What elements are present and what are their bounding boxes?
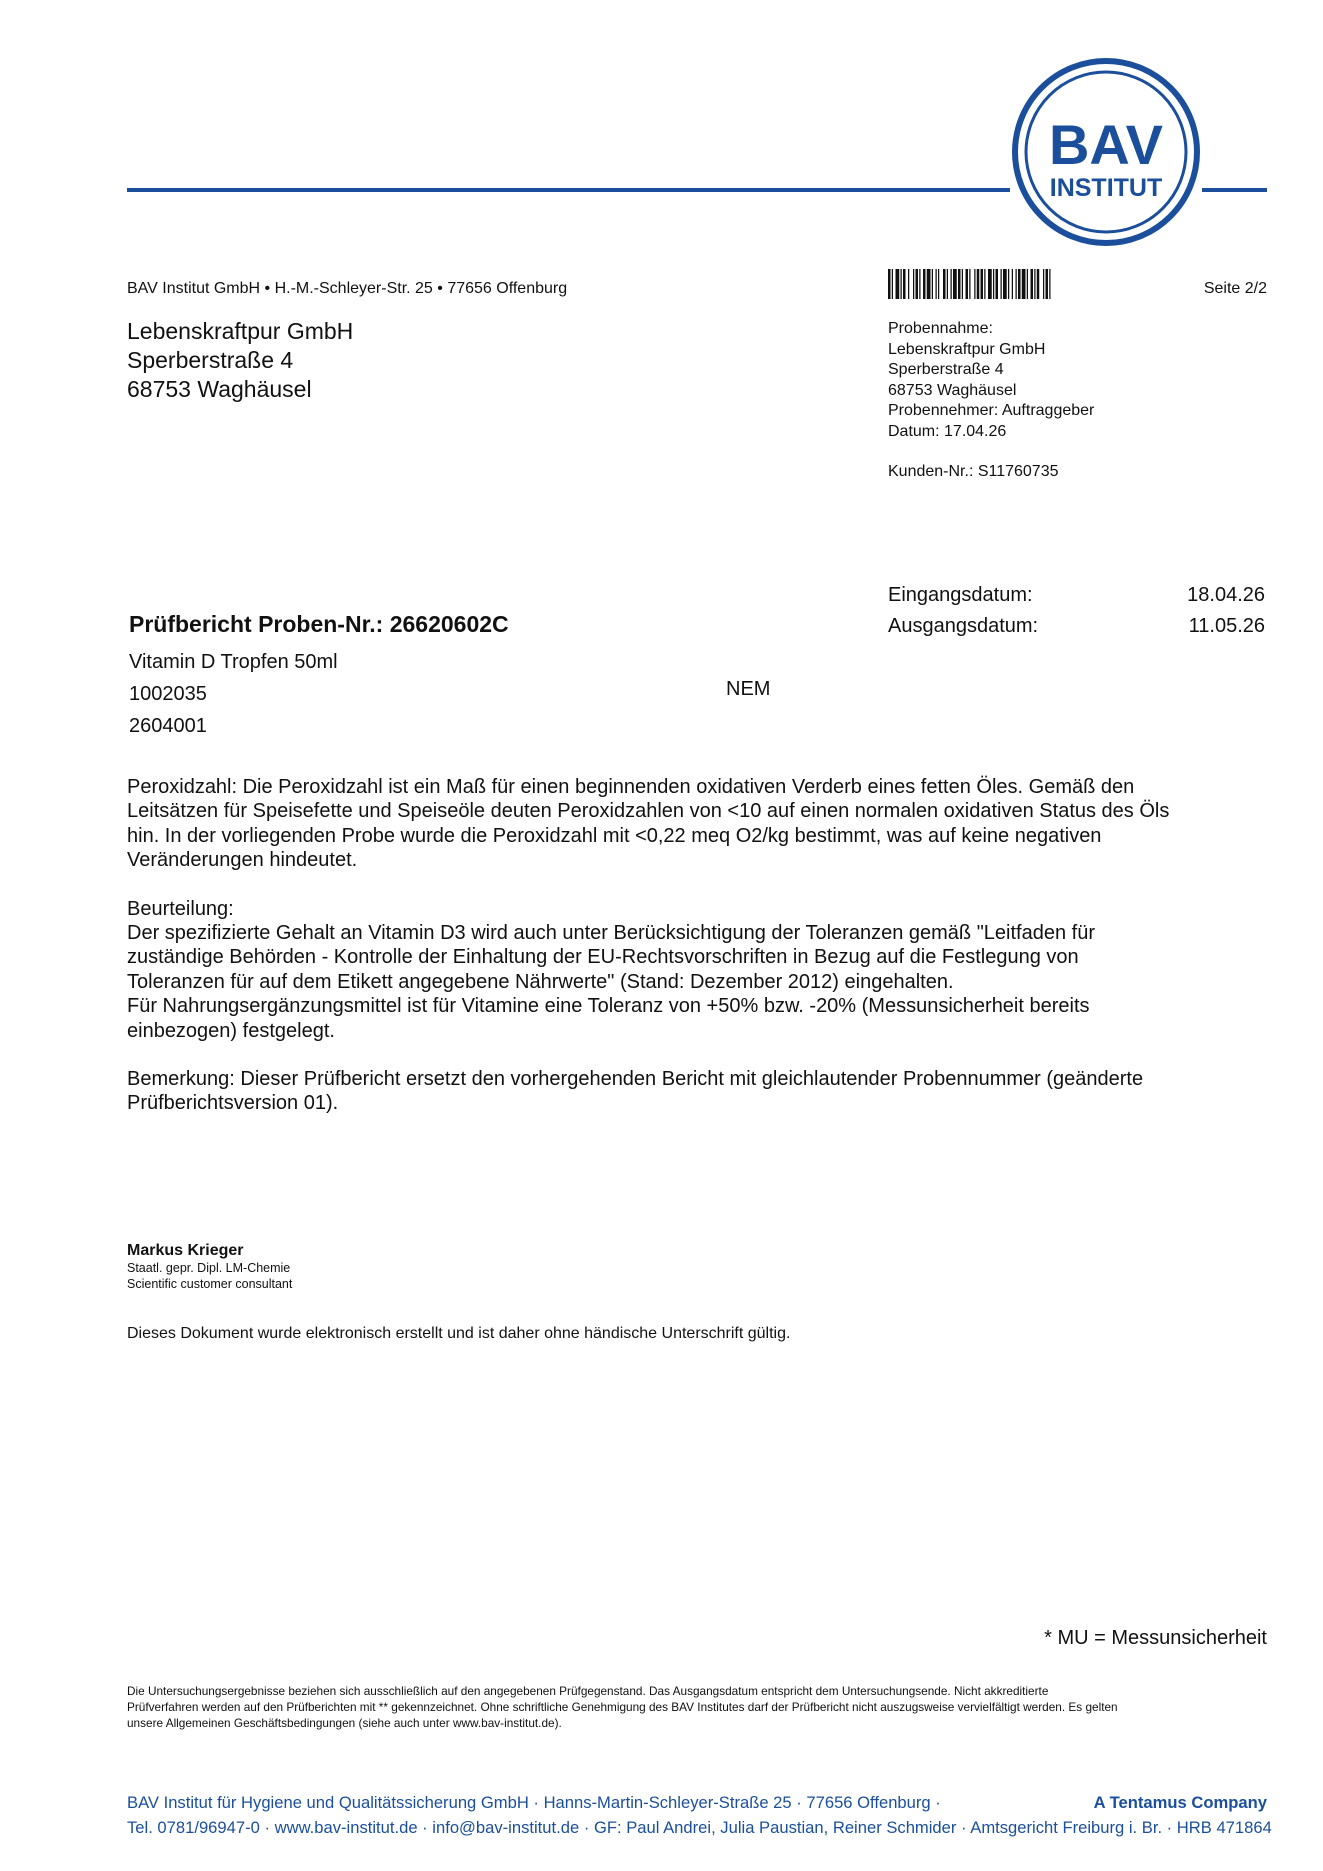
paragraph-line: hin. In der vorliegenden Probe wurde die Peroxidzahl mit <0,22 meq O2/kg bestimmt, was auf keine negativen (127, 824, 1102, 847)
electronic-document-notice: Dieses Dokument wurde elektronisch erstellt und ist daher ohne händische Unterschrift gültig. (127, 1325, 791, 1342)
product-info (129, 646, 338, 742)
sampling-line: 68753 Waghäusel (888, 381, 1017, 399)
sampling-line: Lebenskraftpur GmbH (888, 340, 1046, 358)
received-date-label: Eingangsdatum: (888, 584, 1033, 606)
footer-contact: Tel. 0781/96947-0 · www.bav-institut.de · info@bav-institut.de · GF: Paul Andrei, Julia Paustian, Reiner Schmider · Amtsgericht Freiburg i. Br. · HRB 471864 (127, 1818, 1272, 1837)
sampling-line: Datum: 17.04.26 (888, 422, 1007, 440)
footer (127, 1790, 1272, 1840)
footer-address: BAV Institut für Hygiene und Qualitätssicherung GmbH · Hanns-Martin-Schleyer-Straße 25 · 77656 Offenburg · (127, 1793, 941, 1812)
signer-block (127, 1242, 292, 1292)
product-name: Vitamin D Tropfen 50ml (129, 651, 338, 673)
recipient-address (127, 317, 353, 404)
recipient-line: 68753 Waghäusel (127, 376, 312, 402)
bav-logo (1010, 56, 1202, 248)
paragraph-line: Prüfberichtsversion 01). (127, 1092, 339, 1115)
sampling-line: Sperberstraße 4 (888, 361, 1004, 378)
report-dates (888, 580, 1265, 642)
signer-role: Scientific customer consultant (127, 1277, 293, 1291)
received-date-row (888, 580, 1265, 611)
customer-number: Kunden-Nr.: S11760735 (888, 463, 1059, 480)
received-date-value: 18.04.26 (1187, 584, 1265, 606)
recipient-line: Lebenskraftpur GmbH (127, 318, 354, 344)
mu-note: * MU = Messunsicherheit (1044, 1627, 1267, 1649)
paragraph-line: zuständige Behörden - Kontrolle der Einhaltung der EU-Rechtsvorschriften in Bezug auf die Festlegung von (127, 946, 1079, 969)
signer-name: Markus Krieger (127, 1242, 244, 1259)
disclaimer-line: Die Untersuchungsergebnisse beziehen sich ausschließlich auf den angegebenen Prüfgegenstand. Das Ausgangsdatum entspricht dem Untersuchungsende. Nicht akkreditierte (127, 1684, 1049, 1698)
footer-company-tag: A Tentamus Company (1093, 1793, 1267, 1812)
paragraph-line: Peroxidzahl: Die Peroxidzahl ist ein Maß für einen beginnenden oxidativen Verderb eines fetten Öles. Gemäß den (127, 776, 1135, 798)
paragraph-line: Leitsätzen für Speisefette und Speiseöle deuten Peroxidzahlen von <10 auf einen normalen oxidativen Status des Öls (127, 800, 1170, 823)
recipient-line: Sperberstraße 4 (127, 347, 294, 373)
sampling-line: Probennehmer: Auftraggeber (888, 402, 1095, 419)
issued-date-label: Ausgangsdatum: (888, 615, 1039, 637)
paragraph-line: Veränderungen hindeutet. (127, 849, 358, 872)
remark-paragraph (127, 1067, 1267, 1116)
sender-address-line: BAV Institut GmbH • H.-M.-Schleyer-Str. 25 • 77656 Offenburg (127, 280, 568, 297)
barcode (888, 269, 1113, 299)
product-category: NEM (726, 678, 771, 700)
disclaimer-line: unsere Allgemeinen Geschäftsbedingungen (siehe auch unter www.bav-institut.de). (127, 1716, 562, 1730)
footer-line-2 (127, 1815, 1272, 1840)
paragraph-line: Bemerkung: Dieser Prüfbericht ersetzt den vorhergehenden Bericht mit gleichlautender Probennummer (geänderte (127, 1068, 1144, 1091)
paragraph-line: Toleranzen für auf dem Etikett angegebene Nährwerte" (Stand: Dezember 2012) eingehalten. (127, 970, 954, 993)
issued-date-value: 11.05.26 (1188, 615, 1265, 637)
report-body (127, 775, 1267, 1140)
sampling-info (888, 319, 1094, 442)
sampling-line: Probennahme: (888, 320, 993, 337)
report-title: Prüfbericht Proben-Nr.: 26620602C (129, 611, 509, 637)
assessment-heading: Beurteilung: (127, 897, 234, 920)
peroxide-paragraph (127, 775, 1267, 873)
batch-number: 2604001 (129, 715, 207, 737)
disclaimer-line: Prüfverfahren werden auf den Prüfberichten mit ** gekennzeichnet. Ohne schriftliche Genehmigung des BAV Institutes darf der Prüfbericht nicht auszugsweise vervielfältigt werden. Es gelten (127, 1700, 1118, 1714)
logo-text-bav: BAV (1048, 113, 1164, 176)
paragraph-line: Für Nahrungsergänzungsmittel ist für Vitamine eine Toleranz von +50% bzw. -20% (Messunsicherheit bereits (127, 995, 1090, 1018)
logo-text-institut: INSTITUT (1049, 174, 1163, 202)
issued-date-row (888, 611, 1265, 642)
product-number: 1002035 (129, 683, 207, 705)
assessment-paragraph (127, 897, 1267, 1043)
signer-title: Staatl. gepr. Dipl. LM-Chemie (127, 1261, 291, 1275)
footer-line-1 (127, 1790, 1267, 1815)
disclaimer (127, 1683, 1267, 1731)
page-number: Seite 2/2 (1203, 280, 1267, 297)
paragraph-line: Der spezifizierte Gehalt an Vitamin D3 wird auch unter Berücksichtigung der Toleranzen gemäß "Leitfaden für (127, 922, 1095, 945)
paragraph-line: einbezogen) festgelegt. (127, 1019, 335, 1042)
